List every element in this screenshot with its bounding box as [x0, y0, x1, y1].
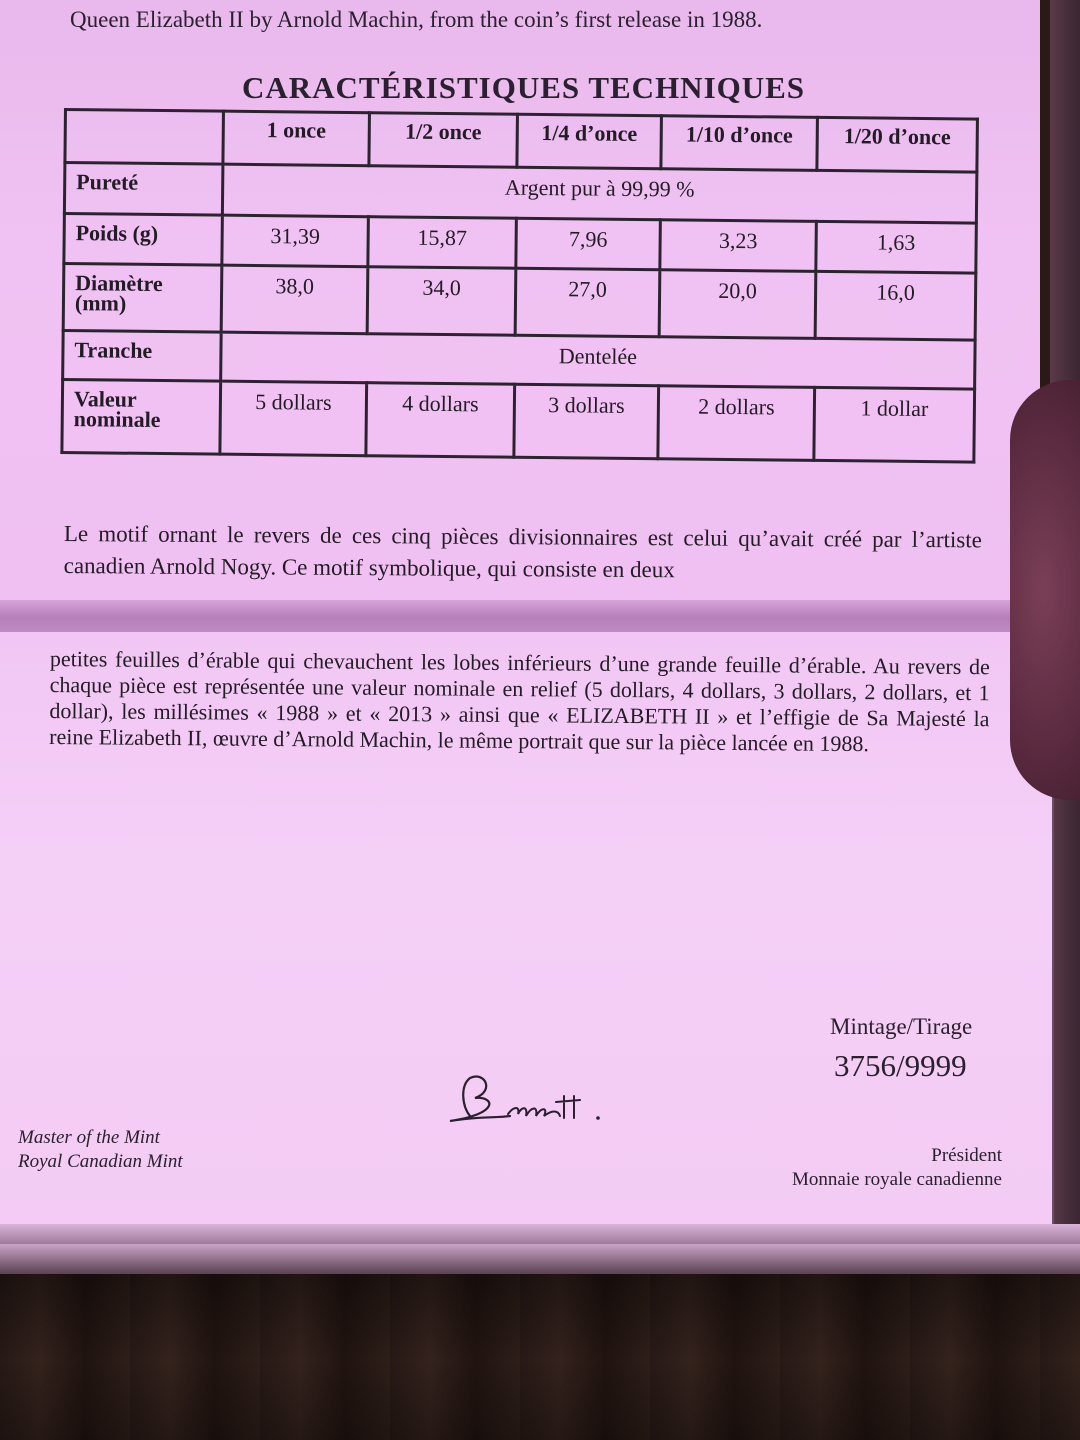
page-edge-shadow	[0, 1244, 1080, 1274]
table-cell: 3 dollars	[514, 384, 659, 459]
table-cell: 20,0	[659, 270, 816, 339]
column-header: 1/10 d’once	[661, 116, 818, 170]
top-caption: Queen Elizabeth II by Arnold Machin, from the coin’s first release in 1988.	[70, 7, 763, 32]
specs-table	[60, 108, 979, 464]
mintage-label: Mintage/Tirage	[830, 1014, 973, 1039]
left-signatory-org: Royal Canadian Mint	[18, 1151, 183, 1172]
table-cell: 16,0	[815, 272, 976, 341]
page-edge	[0, 1224, 1080, 1244]
table-cell: 1,63	[816, 221, 977, 273]
column-header: 1 once	[223, 111, 370, 165]
certificate-upper-page	[0, 0, 1040, 610]
table-cell: 38,0	[221, 265, 368, 333]
row-header: Diamètre (mm)	[63, 264, 222, 333]
purity-value: Argent pur à 99,99 %	[222, 164, 976, 223]
table-cell: 1 dollar	[814, 387, 975, 462]
table-cell: 5 dollars	[220, 381, 367, 456]
mintage-value: 3756/9999	[834, 1048, 967, 1083]
handwritten-signature	[440, 1066, 620, 1136]
column-header: 1/20 d’once	[817, 117, 978, 171]
table-row	[62, 379, 975, 462]
right-signatory-org: Monnaie royale canadienne	[792, 1169, 1002, 1190]
column-header: 1/2 once	[369, 113, 518, 167]
burgundy-case	[1010, 380, 1080, 800]
left-signatory-title: Master of the Mint	[18, 1127, 160, 1148]
right-signatory	[760, 1144, 1002, 1192]
edge-value: Dentelée	[221, 332, 975, 389]
table-cell: 31,39	[222, 215, 369, 267]
description-paragraph-2: petites feuilles d’érable qui chevauchent les lobes inférieurs d’une grande feuille d’érable. Au revers de chaque pièce est représentée une valeur nominale en relief (5 dollars, 4 dollars, 3 dollars, 2 dollars, et 1 dollar), les millésimes « 1988 » et « 2013 » ainsi que « ELIZABETH II » et l’effigie de Sa Majesté la reine Elizabeth II, œuvre d’Arnold Machin, le même portrait que sur la pièce lancée en 1988.	[49, 646, 990, 757]
left-signatory	[18, 1126, 183, 1174]
table-cell: 27,0	[515, 268, 660, 336]
right-signatory-title: Président	[931, 1145, 1002, 1166]
table-row	[63, 264, 976, 341]
table-cell: 2 dollars	[658, 386, 815, 461]
table-cell: 15,87	[368, 216, 517, 268]
table-cell: 34,0	[367, 267, 516, 336]
row-header: Tranche	[63, 331, 222, 381]
column-header: 1/4 d’once	[517, 114, 662, 168]
table-cell: 3,23	[660, 219, 817, 271]
table-cell: 7,96	[516, 218, 661, 270]
table-cell: 4 dollars	[366, 383, 515, 458]
specs-heading: CARACTÉRISTIQUES TECHNIQUES	[242, 70, 806, 105]
row-header: Pureté	[64, 162, 223, 214]
corner-cell	[65, 110, 224, 164]
row-header: Valeur nominale	[62, 379, 221, 454]
description-paragraph-1: Le motif ornant le revers de ces cinq pièces divisionnaires est celui qu’avait créé par l’artiste canadien Arnold Nogy. Ce motif symbolique, qui consiste en deux	[63, 520, 982, 583]
row-header: Poids (g)	[64, 213, 223, 265]
table-row	[65, 110, 978, 172]
